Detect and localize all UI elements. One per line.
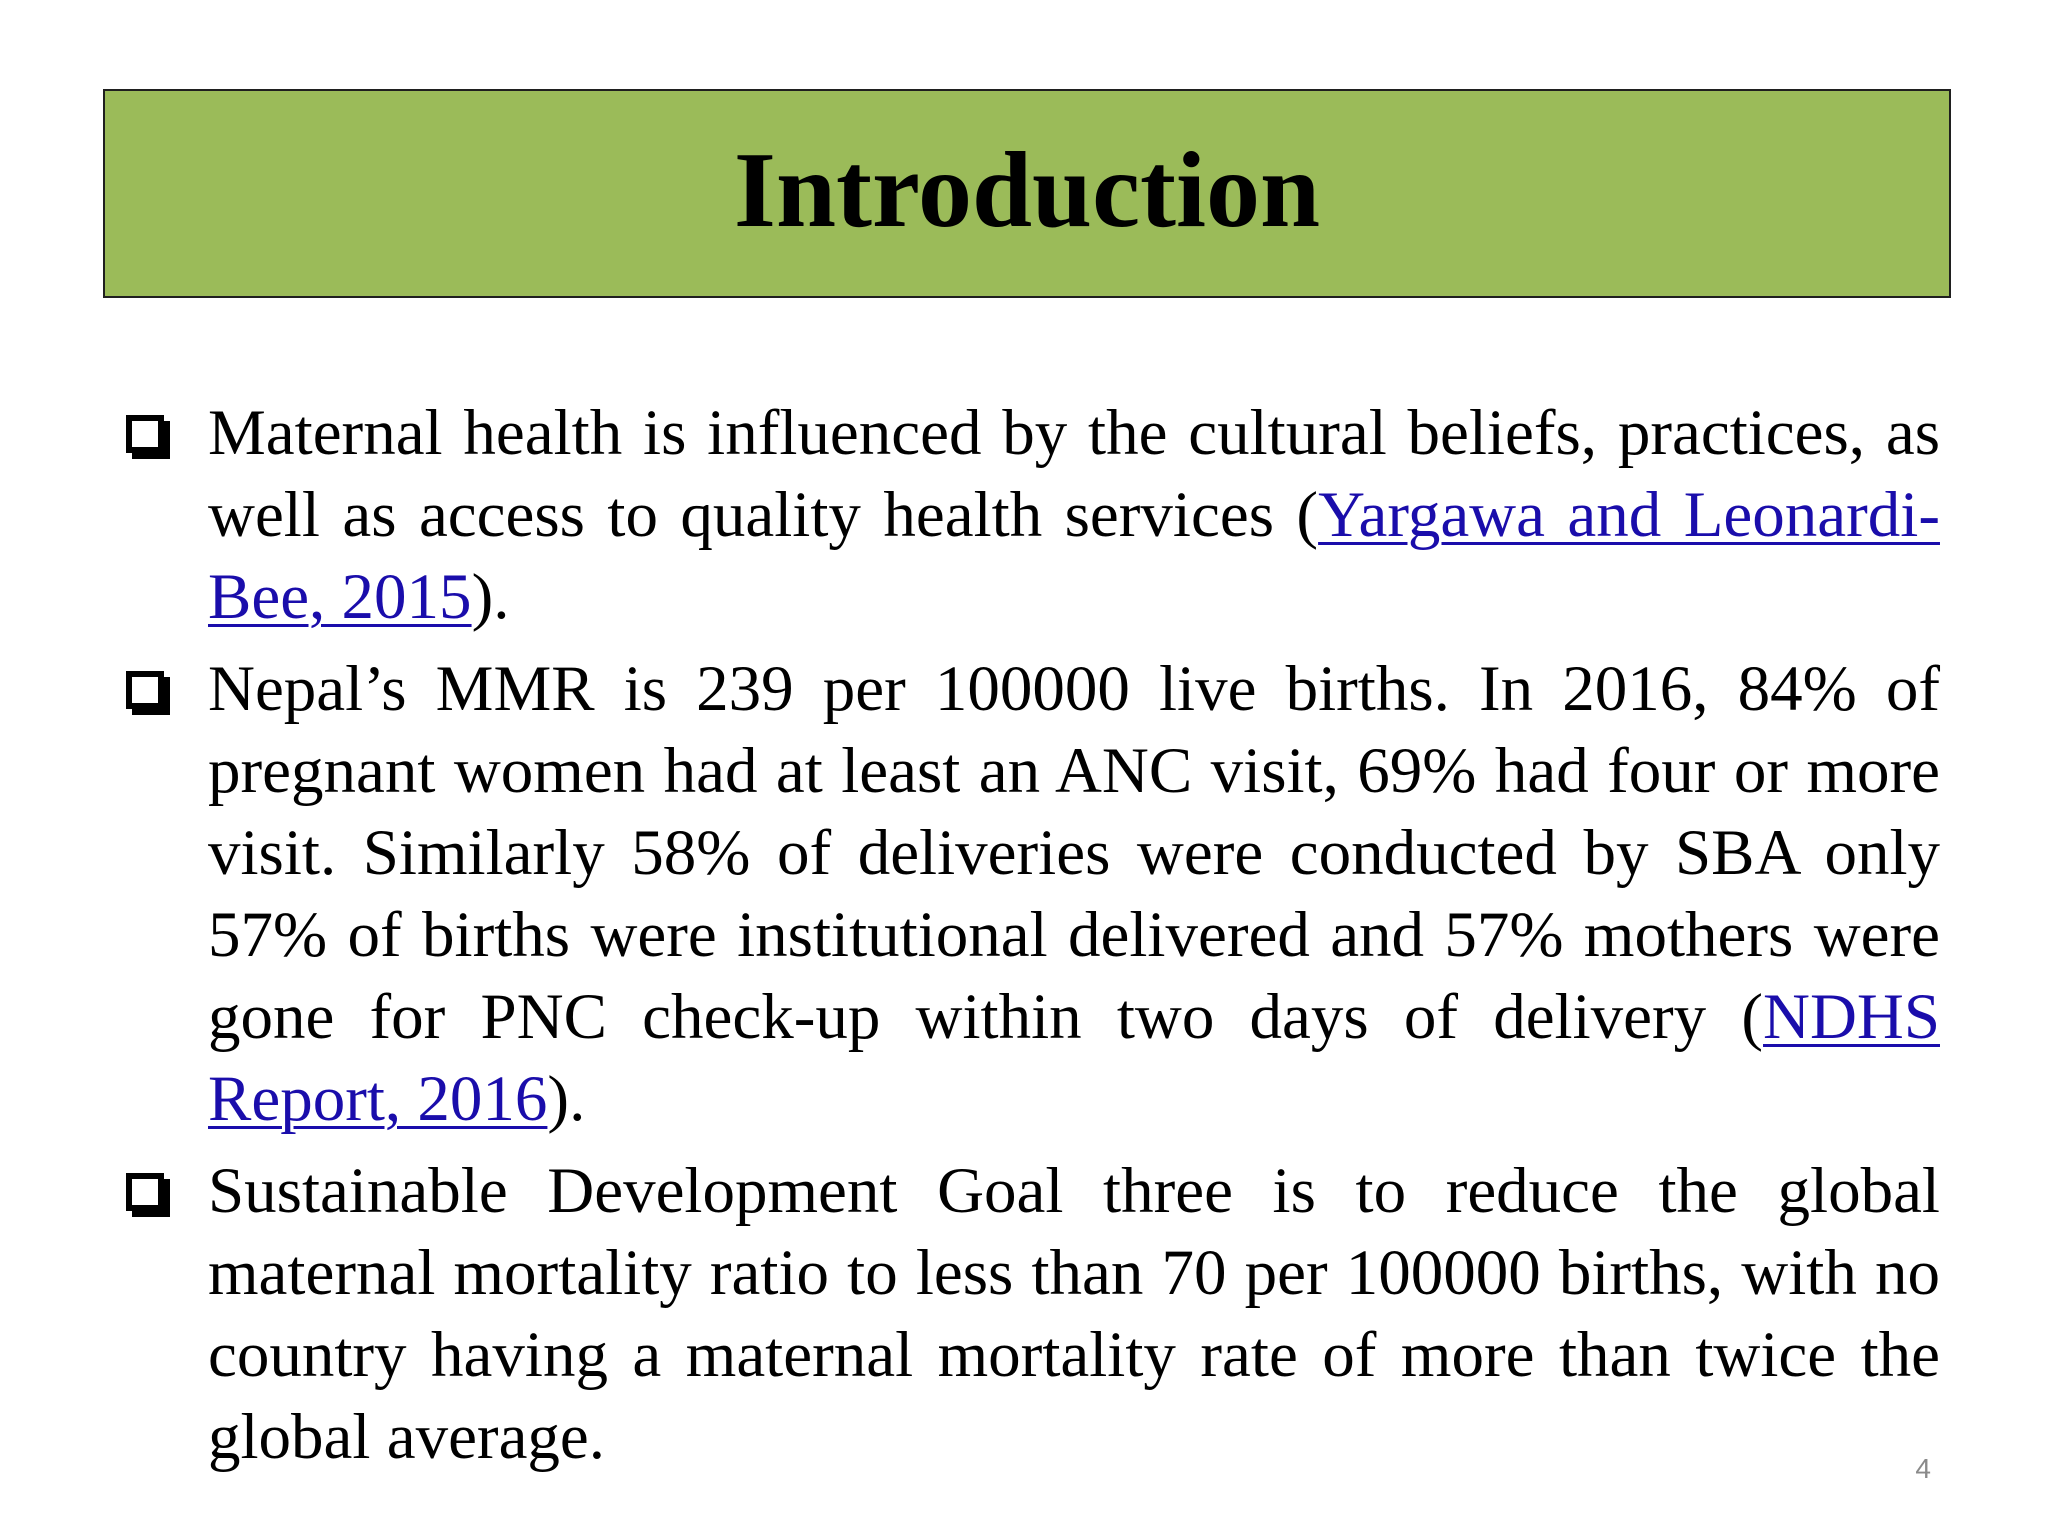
checkbox-bullet-icon [126, 1173, 164, 1211]
bullet-text: Sustainable Development Goal three is to reduce the global maternal mortality ratio to less than 70 per 100000 births, with no country having a maternal mortality rate of more than twice the global average. [208, 1155, 1940, 1473]
bullet-list [118, 392, 1940, 1488]
bullet-text-end: ). [471, 561, 510, 633]
title-banner [103, 89, 1951, 298]
bullet-text-end: ). [547, 1063, 586, 1135]
bullet-item-maternal-health [118, 392, 1940, 638]
bullet-item-nepal-mmr [118, 648, 1940, 1140]
citation-link-ndhs[interactable]: NDHS Report, 2016 [208, 981, 1940, 1135]
bullet-text: Nepal’s MMR is 239 per 100000 live births. In 2016, 84% of pregnant women had at least an ANC visit, 69% had four or more visit. Similarly 58% of deliveries were conducted by SBA only 57% of births were institutional delivered and 57% mothers were gone for PNC check-up within two days of delivery ( [208, 653, 1940, 1053]
slide-title: Introduction [733, 130, 1321, 250]
checkbox-bullet-icon [126, 671, 164, 709]
checkbox-bullet-icon [126, 415, 164, 453]
bullet-text: Maternal health is influenced by the cultural beliefs, practices, as well as access to quality health services ( [208, 397, 1940, 551]
bullet-item-sdg [118, 1150, 1940, 1478]
page-number: 4 [1915, 1453, 1931, 1484]
citation-link-yargawa[interactable]: Yargawa and Leonardi-Bee, 2015 [208, 479, 1940, 633]
